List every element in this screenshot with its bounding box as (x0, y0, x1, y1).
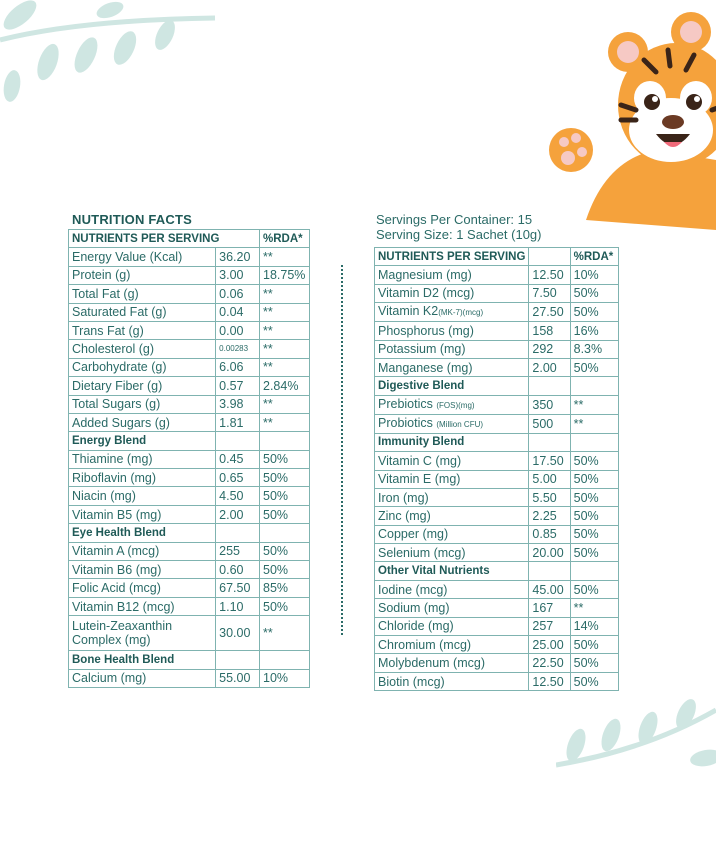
nutrient-value: 1.81 (216, 413, 260, 431)
blend-label: Energy Blend (69, 432, 216, 450)
nutrient-rda: 50% (570, 654, 618, 672)
nutrient-value: 0.85 (529, 525, 570, 543)
nutrient-value: 0.65 (216, 469, 260, 487)
table-row (69, 469, 310, 487)
nutrient-name-text: Molybdenum (mcg) (378, 656, 485, 671)
nutrient-name-text: Iron (mg) (378, 490, 429, 505)
nutrition-table-left (68, 229, 310, 688)
nutrient-name-text: Manganese (mg) (378, 360, 473, 375)
nutrient-value: 5.00 (529, 470, 570, 488)
table-row (69, 266, 310, 284)
nutrient-rda: ** (260, 340, 310, 358)
nutrient-name (375, 284, 529, 302)
nutrient-name-text: Lutein-Zeaxanthin Complex (mg) (72, 619, 173, 648)
nutrient-value: 2.00 (529, 358, 570, 376)
nutrient-name (69, 285, 216, 303)
nutrient-value: 0.04 (216, 303, 260, 321)
blend-label: Eye Health Blend (69, 524, 216, 542)
table-row (375, 507, 619, 525)
blend-row (375, 433, 619, 451)
table-row (69, 669, 310, 687)
nutrient-value: 30.00 (216, 616, 260, 651)
nutrient-unit-note: (Million CFU) (436, 419, 484, 429)
blend-label: Other Vital Nutrients (375, 562, 529, 580)
table-row (69, 358, 310, 376)
nutrient-rda: 50% (260, 487, 310, 505)
nutrient-rda: 50% (570, 580, 618, 598)
nutrient-value: 257 (529, 617, 570, 635)
nutrient-rda: 50% (570, 470, 618, 488)
nutrient-value: 0.57 (216, 377, 260, 395)
nutrient-rda: 50% (570, 358, 618, 376)
blend-rda-empty (570, 433, 618, 451)
blend-row (69, 651, 310, 669)
table-row (375, 395, 619, 414)
table-row (375, 358, 619, 376)
leaf-branch-bottom-right (556, 690, 716, 770)
nutrient-name (375, 414, 529, 433)
nutrient-name (69, 505, 216, 523)
nutrient-name (69, 395, 216, 413)
nutrient-name (375, 358, 529, 376)
nutrient-name-text: Sodium (mg) (378, 600, 450, 615)
blend-value-empty (216, 524, 260, 542)
nutrient-value: 158 (529, 322, 570, 340)
nutrition-table-right (374, 247, 619, 691)
nutrient-name (69, 616, 216, 651)
nutrient-rda: 50% (260, 561, 310, 579)
blend-row (375, 562, 619, 580)
table-row (375, 414, 619, 433)
nutrient-unit-note: (FOS)(mg) (436, 400, 475, 410)
nutrient-name-text: Vitamin B5 (mg) (72, 507, 162, 522)
nutrient-rda: ** (570, 414, 618, 433)
nutrient-name-text: Vitamin D2 (mcg) (378, 286, 475, 301)
nutrient-name (69, 340, 216, 358)
nutrient-value: 2.00 (216, 505, 260, 523)
nutrient-name-text: Vitamin K2 (378, 304, 439, 319)
nutrient-name (375, 507, 529, 525)
nutrient-name (69, 469, 216, 487)
table-row (69, 248, 310, 266)
nutrition-facts-title: NUTRITION FACTS (72, 212, 192, 227)
nutrient-rda: 10% (570, 266, 618, 284)
table-row (69, 413, 310, 431)
nutrient-rda: 50% (570, 303, 618, 322)
blend-row (375, 377, 619, 395)
table-row (69, 505, 310, 523)
blend-label: Digestive Blend (375, 377, 529, 395)
nutrient-name-text: Potassium (mg) (378, 342, 466, 357)
table-row (375, 654, 619, 672)
nutrient-rda: 8.3% (570, 340, 618, 358)
nutrient-name (69, 542, 216, 560)
nutrient-value: 45.00 (529, 580, 570, 598)
nutrient-name-text: Saturated Fat (g) (72, 305, 167, 320)
table-row (69, 579, 310, 597)
blend-label: Immunity Blend (375, 433, 529, 451)
nutrient-name (375, 266, 529, 284)
blend-value-empty (529, 433, 570, 451)
nutrient-value: 292 (529, 340, 570, 358)
servings-info (376, 212, 541, 242)
nutrient-value: 36.20 (216, 248, 260, 266)
nutrient-name-text: Added Sugars (g) (72, 415, 170, 430)
nutrient-name-text: Carbohydrate (g) (72, 360, 167, 375)
nutrient-rda: ** (260, 321, 310, 339)
nutrient-name (375, 580, 529, 598)
nutrient-name-text: Zinc (mg) (378, 508, 431, 523)
header-rda: %RDA* (570, 248, 618, 266)
nutrient-name-text: Dietary Fiber (g) (72, 378, 163, 393)
nutrient-value: 4.50 (216, 487, 260, 505)
nutrient-value: 12.50 (529, 672, 570, 690)
nutrient-value: 25.00 (529, 636, 570, 654)
blend-row (69, 524, 310, 542)
nutrient-rda: ** (260, 358, 310, 376)
nutrient-name (69, 377, 216, 395)
nutrient-name-text: Energy Value (Kcal) (72, 250, 183, 265)
nutrient-value: 67.50 (216, 579, 260, 597)
nutrient-name-text: Copper (mg) (378, 527, 449, 542)
table-row (69, 561, 310, 579)
table-row (69, 377, 310, 395)
nutrient-name-text: Vitamin B6 (mg) (72, 562, 162, 577)
nutrient-name (375, 395, 529, 414)
nutrient-name-text: Total Sugars (g) (72, 397, 161, 412)
table-row (69, 616, 310, 651)
nutrient-name (375, 452, 529, 470)
nutrient-value: 6.06 (216, 358, 260, 376)
nutrient-name-text: Folic Acid (mcg) (72, 581, 161, 596)
nutrient-name (375, 470, 529, 488)
column-divider (341, 265, 343, 635)
blend-value-empty (529, 562, 570, 580)
nutrient-rda: 50% (570, 544, 618, 562)
nutrient-name-text: Biotin (mcg) (378, 674, 445, 689)
serving-size: Serving Size: 1 Sachet (10g) (376, 227, 542, 242)
table-row (375, 544, 619, 562)
table-row (69, 542, 310, 560)
nutrient-rda: 16% (570, 322, 618, 340)
table-row (375, 599, 619, 617)
nutrient-rda: 2.84% (260, 377, 310, 395)
nutrient-name (375, 340, 529, 358)
header-nutrients: NUTRIENTS PER SERVING (375, 248, 529, 266)
nutrient-name-text: Chromium (mcg) (378, 637, 472, 652)
nutrient-value: 0.06 (216, 285, 260, 303)
nutrient-value: 3.98 (216, 395, 260, 413)
nutrient-name (375, 672, 529, 690)
nutrient-name (375, 488, 529, 506)
nutrient-rda: 50% (570, 636, 618, 654)
nutrient-name-text: Vitamin A (mcg) (72, 544, 160, 559)
nutrient-value: 1.10 (216, 597, 260, 615)
blend-value-empty (216, 432, 260, 450)
nutrient-name (375, 617, 529, 635)
nutrient-name (375, 636, 529, 654)
table-row (69, 487, 310, 505)
servings-per-container: Servings Per Container: 15 (376, 212, 533, 227)
blend-rda-empty (260, 524, 310, 542)
nutrient-name (375, 654, 529, 672)
blend-row (69, 432, 310, 450)
nutrient-name (69, 321, 216, 339)
nutrient-name-text: Riboflavin (mg) (72, 470, 157, 485)
nutrient-rda: 50% (260, 597, 310, 615)
table-header-row (69, 230, 310, 248)
blend-rda-empty (570, 377, 618, 395)
nutrient-rda: 50% (570, 488, 618, 506)
nutrient-name (69, 358, 216, 376)
table-row (375, 322, 619, 340)
nutrient-rda: 50% (570, 672, 618, 690)
nutrient-name-text: Vitamin B12 (mcg) (72, 599, 175, 614)
nutrient-name (375, 303, 529, 322)
nutrient-rda: ** (260, 616, 310, 651)
table-row (375, 525, 619, 543)
nutrient-name-text: Protein (g) (72, 268, 131, 283)
nutrient-rda: ** (570, 395, 618, 414)
nutrient-rda: 50% (260, 469, 310, 487)
nutrient-name (69, 669, 216, 687)
nutrient-rda: ** (260, 285, 310, 303)
nutrient-name-text: Prebiotics (378, 396, 437, 411)
nutrient-value: 0.60 (216, 561, 260, 579)
nutrient-name (69, 303, 216, 321)
nutrient-rda: 50% (260, 542, 310, 560)
header-rda: %RDA* (260, 230, 310, 248)
nutrient-rda: ** (570, 599, 618, 617)
blend-rda-empty (570, 562, 618, 580)
leaf-branch-top-left (0, 0, 230, 110)
nutrient-name-text: Cholesterol (g) (72, 342, 154, 357)
nutrient-rda: ** (260, 395, 310, 413)
nutrient-rda: 50% (260, 450, 310, 468)
nutrient-name-text: Phosphorus (mg) (378, 323, 474, 338)
nutrient-value: 17.50 (529, 452, 570, 470)
nutrient-value: 3.00 (216, 266, 260, 284)
nutrient-value: 255 (216, 542, 260, 560)
nutrient-name (375, 322, 529, 340)
nutrient-rda: 50% (570, 284, 618, 302)
table-row (375, 340, 619, 358)
nutrient-value: 0.00 (216, 321, 260, 339)
table-row (69, 321, 310, 339)
nutrient-name (69, 579, 216, 597)
nutrient-rda: 50% (570, 507, 618, 525)
nutrient-rda: 18.75% (260, 266, 310, 284)
nutrient-name (69, 248, 216, 266)
nutrient-name-text: Calcium (mg) (72, 671, 147, 686)
tiger-mascot-icon (546, 10, 716, 230)
table-row (375, 636, 619, 654)
table-row (69, 395, 310, 413)
nutrient-rda: ** (260, 413, 310, 431)
table-row (69, 285, 310, 303)
nutrient-rda: 14% (570, 617, 618, 635)
nutrient-value: 2.25 (529, 507, 570, 525)
nutrient-rda: 50% (260, 505, 310, 523)
blend-value-empty (216, 651, 260, 669)
nutrient-name-text: Chloride (mg) (378, 619, 454, 634)
header-blank (529, 248, 570, 266)
nutrient-name-text: Magnesium (mg) (378, 268, 472, 283)
table-row (69, 340, 310, 358)
blend-rda-empty (260, 651, 310, 669)
nutrient-name (69, 561, 216, 579)
nutrient-value: 55.00 (216, 669, 260, 687)
nutrient-name-text: Selenium (mcg) (378, 545, 466, 560)
nutrient-value: 7.50 (529, 284, 570, 302)
table-row (69, 597, 310, 615)
nutrient-rda: 85% (260, 579, 310, 597)
table-row (375, 266, 619, 284)
nutrient-name-text: Niacin (mg) (72, 489, 136, 504)
nutrient-name (375, 599, 529, 617)
table-row (375, 580, 619, 598)
table-row (375, 488, 619, 506)
nutrient-value: 0.00283 (216, 340, 260, 358)
nutrient-name-text: Vitamin C (mg) (378, 453, 462, 468)
nutrient-name-text: Total Fat (g) (72, 286, 139, 301)
nutrient-name-text: Probiotics (378, 415, 437, 430)
nutrient-value: 167 (529, 599, 570, 617)
table-row (375, 617, 619, 635)
nutrient-value: 27.50 (529, 303, 570, 322)
nutrient-name (375, 525, 529, 543)
nutrient-value: 12.50 (529, 266, 570, 284)
table-row (375, 284, 619, 302)
nutrient-name (69, 413, 216, 431)
nutrient-name (69, 450, 216, 468)
nutrient-name-text: Trans Fat (g) (72, 323, 144, 338)
table-row (375, 452, 619, 470)
nutrient-value: 20.00 (529, 544, 570, 562)
nutrient-value: 22.50 (529, 654, 570, 672)
nutrient-name (69, 597, 216, 615)
nutrient-rda: 50% (570, 525, 618, 543)
nutrient-rda: ** (260, 303, 310, 321)
blend-value-empty (529, 377, 570, 395)
nutrient-name-text: Vitamin E (mg) (378, 472, 461, 487)
table-row (69, 450, 310, 468)
table-header-row (375, 248, 619, 266)
table-row (69, 303, 310, 321)
table-row (375, 672, 619, 690)
blend-label: Bone Health Blend (69, 651, 216, 669)
nutrient-rda: ** (260, 248, 310, 266)
nutrient-rda: 10% (260, 669, 310, 687)
nutrient-name (69, 487, 216, 505)
table-row (375, 470, 619, 488)
nutrient-rda: 50% (570, 452, 618, 470)
blend-rda-empty (260, 432, 310, 450)
nutrient-name-text: Thiamine (mg) (72, 452, 153, 467)
nutrient-value: 5.50 (529, 488, 570, 506)
nutrient-value: 350 (529, 395, 570, 414)
nutrient-name-text: Iodine (mcg) (378, 582, 448, 597)
header-nutrients: NUTRIENTS PER SERVING (69, 230, 260, 248)
nutrient-value: 0.45 (216, 450, 260, 468)
nutrient-value: 500 (529, 414, 570, 433)
nutrient-name (375, 544, 529, 562)
table-row (375, 303, 619, 322)
nutrient-unit-note: (MK-7)(mcg) (438, 308, 484, 318)
nutrient-name (69, 266, 216, 284)
